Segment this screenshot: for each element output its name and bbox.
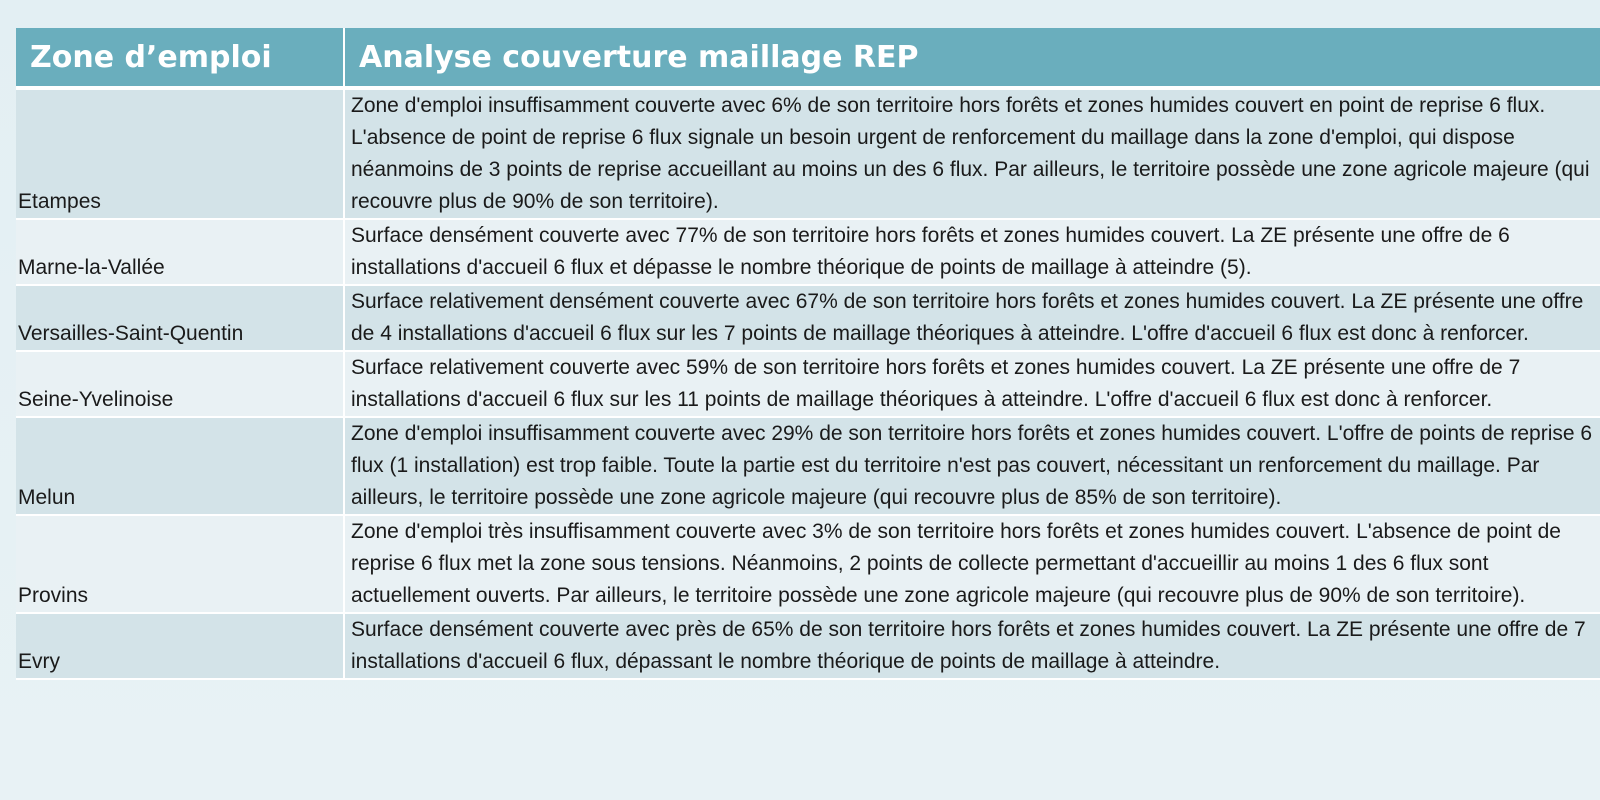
zone-cell: Evry (16, 613, 344, 679)
analysis-cell: Zone d'emploi insuffisamment couverte avec 29% de son territoire hors forêts et zones humides couvert. L'offre de points de reprise 6 flux (1 installation) est trop faible. Toute la partie est du territoire n'est pas couvert, nécessitant un renforcement du maillage. Par ailleurs, le territoire possède une zone agricole majeure (qui recouvre plus de 85% de son territoire). (344, 417, 1600, 515)
table-row (16, 88, 1600, 219)
analysis-cell: Zone d'emploi insuffisamment couverte avec 6% de son territoire hors forêts et zones humides couvert en point de reprise 6 flux. L'absence de point de reprise 6 flux signale un besoin urgent de renforcement du maillage dans la zone d'emploi, qui dispose néanmoins de 3 points de reprise accueillant au moins un des 6 flux. Par ailleurs, le territoire possède une zone agricole majeure (qui recouvre plus de 90% de son territoire). (344, 88, 1600, 219)
table-body (16, 88, 1600, 679)
coverage-table-container (16, 28, 1600, 680)
zone-cell: Etampes (16, 88, 344, 219)
table-header (16, 28, 1600, 88)
coverage-table (16, 28, 1600, 680)
analysis-cell: Zone d'emploi très insuffisamment couverte avec 3% de son territoire hors forêts et zones humides couvert. L'absence de point de reprise 6 flux met la zone sous tensions. Néanmoins, 2 points de collecte permettant d'accueillir au moins 1 des 6 flux sont actuellement ouverts. Par ailleurs, le territoire possède une zone agricole majeure (qui recouvre plus de 90% de son territoire). (344, 515, 1600, 613)
zone-cell: Provins (16, 515, 344, 613)
zone-cell: Seine-Yvelinoise (16, 351, 344, 417)
column-header-analysis: Analyse couverture maillage REP (344, 28, 1600, 88)
header-row (16, 28, 1600, 88)
analysis-cell: Surface relativement densément couverte avec 67% de son territoire hors forêts et zones humides couvert. La ZE présente une offre de 4 installations d'accueil 6 flux sur les 7 points de maillage théoriques à atteindre. L'offre d'accueil 6 flux est donc à renforcer. (344, 285, 1600, 351)
table-row (16, 285, 1600, 351)
zone-cell: Versailles-Saint-Quentin (16, 285, 344, 351)
table-row (16, 417, 1600, 515)
zone-cell: Marne-la-Vallée (16, 219, 344, 285)
column-header-zone: Zone d’emploi (16, 28, 344, 88)
zone-cell: Melun (16, 417, 344, 515)
table-row (16, 219, 1600, 285)
table-row (16, 613, 1600, 679)
table-row (16, 515, 1600, 613)
analysis-cell: Surface relativement couverte avec 59% de son territoire hors forêts et zones humides couvert. La ZE présente une offre de 7 installations d'accueil 6 flux sur les 11 points de maillage théoriques à atteindre. L'offre d'accueil 6 flux est donc à renforcer. (344, 351, 1600, 417)
table-row (16, 351, 1600, 417)
analysis-cell: Surface densément couverte avec 77% de son territoire hors forêts et zones humides couvert. La ZE présente une offre de 6 installations d'accueil 6 flux et dépasse le nombre théorique de points de maillage à atteindre (5). (344, 219, 1600, 285)
analysis-cell: Surface densément couverte avec près de 65% de son territoire hors forêts et zones humides couvert. La ZE présente une offre de 7 installations d'accueil 6 flux, dépassant le nombre théorique de points de maillage à atteindre. (344, 613, 1600, 679)
